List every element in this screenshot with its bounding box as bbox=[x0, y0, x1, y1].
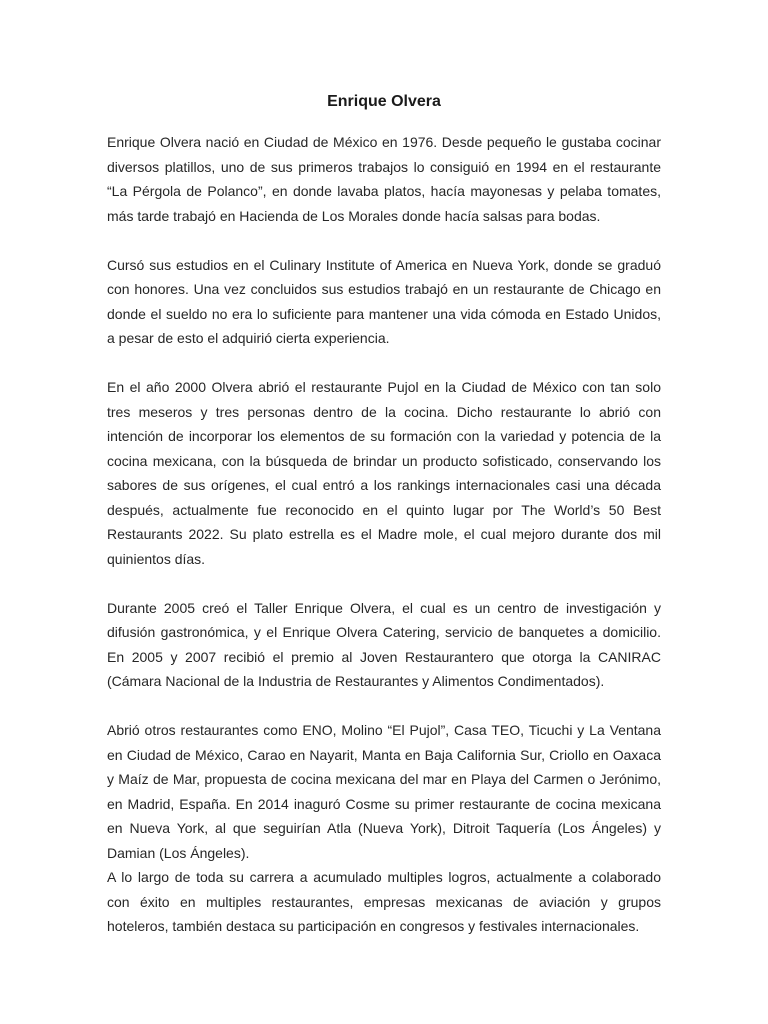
paragraph-taller: Durante 2005 creó el Taller Enrique Olvera, el cual es un centro de investigación y difusión gastronómica, y el Enrique Olvera Catering, servicio de banquetes a domicilio. En 2005 y 2007 recibió el premio al Joven Restaurantero que otorga la CANIRAC (Cámara Nacional de la Industria de Restaurantes y Alimentos Condimentados). bbox=[107, 599, 661, 689]
paragraph-achievements: A lo largo de toda su carrera a acumulado multiples logros, actualmente a colaborado con éxito en multiples restaurantes, empresas mexicanas de aviación y grupos hoteleros, también destaca su participación en congresos y festivales internacionales. bbox=[107, 869, 661, 934]
paragraph-other-restaurants: Abrió otros restaurantes como ENO, Molino “El Pujol”, Casa TEO, Ticuchi y La Ventana en Ciudad de México, Carao en Nayarit, Manta en Baja California Sur, Criollo en Oaxaca y Maíz de Mar, propuesta de cocina mexicana del mar en Playa del Carmen o Jerónimo, en Madrid, España. En 2014 inaguró Cosme su primer restaurante de cocina mexicana en Nueva York, al que seguirían Atla (Nueva York), Ditroit Taquería (Los Ángeles) y Damian (Los Ángeles). bbox=[107, 722, 661, 861]
page-title: Enrique Olvera bbox=[327, 93, 441, 110]
paragraph-education: Cursó sus estudios en el Culinary Institute of America en Nueva York, donde se graduó con honores. Una vez concluidos sus estudios trabajó en un restaurante de Chicago en donde el sueldo no era lo suficiente para mantener una vida cómoda en Estado Unidos, a pesar de esto el adquirió cierta experiencia. bbox=[107, 256, 661, 346]
paragraph-early-life: Enrique Olvera nació en Ciudad de México en 1976. Desde pequeño le gustaba cocinar diversos platillos, uno de sus primeros trabajos lo consiguió en 1994 en el restaurante “La Pérgola de Polanco”, en donde lavaba platos, hacía mayonesas y pelaba tomates, más tarde trabajó en Hacienda de Los Morales donde hacía salsas para bodas. bbox=[107, 134, 661, 224]
paragraph-pujol: En el año 2000 Olvera abrió el restaurante Pujol en la Ciudad de México con tan solo tres meseros y tres personas dentro de la cocina. Dicho restaurante lo abrió con intención de incorporar los elementos de su formación con la variedad y potencia de la cocina mexicana, con la búsqueda de brindar un producto sofisticado, conservando los sabores de sus orígenes, el cual entró a los rankings internacionales casi una década después, actualmente fue reconocido en el quinto lugar por The World’s 50 Best Restaurants 2022. Su plato estrella es el Madre mole, el cual mejoro durante dos mil quinientos días. bbox=[107, 379, 661, 567]
document-body bbox=[107, 130, 661, 939]
